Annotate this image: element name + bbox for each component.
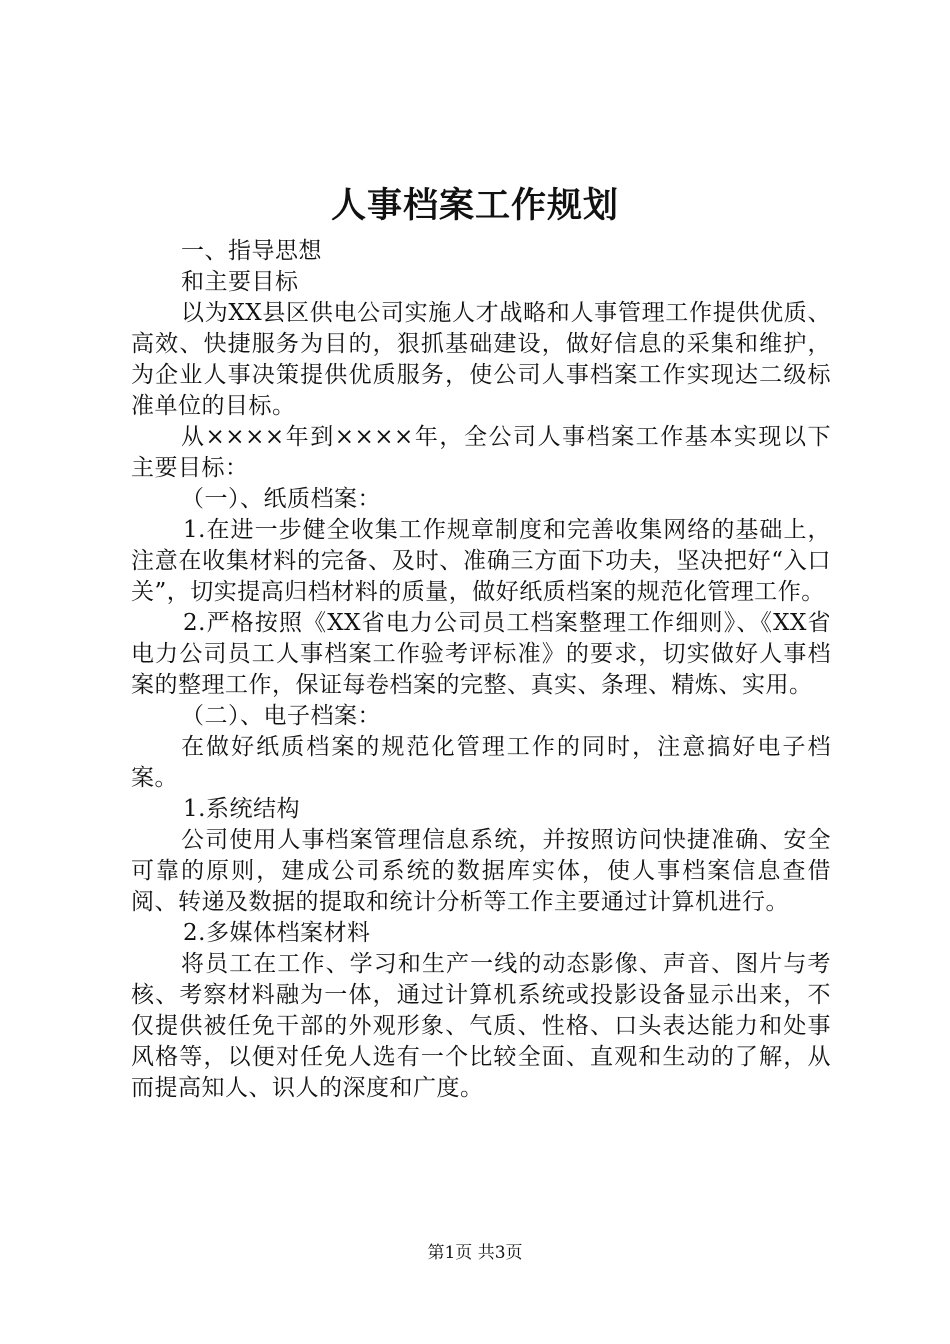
paragraph-electronic-intro: 在做好纸质档案的规范化管理工作的同时，注意搞好电子档案。 (131, 734, 831, 791)
paragraph-system-structure: 公司使用人事档案管理信息系统，并按照访问快捷准确、安全可靠的原则，建成公司系统的数据库实体，使人事档案信息查借阅、转递及数据的提取和统计分析等工作主要通过计算机进行。 (131, 827, 831, 915)
item-heading-multimedia: 2.多媒体档案材料 (183, 920, 371, 946)
paragraph-paper-item-1: 1.在进一步健全收集工作规章制度和完善收集网络的基础上，注意在收集材料的完备、及时、准确三方面下功夫，坚决把好“入口关”，切实提高归档材料的质量，做好纸质档案的规范化管理工作。 (131, 517, 831, 605)
page-number-footer: 第1页 共3页 (427, 1243, 523, 1263)
document-body (131, 236, 831, 1104)
item-heading-system-structure: 1.系统结构 (183, 796, 300, 822)
section-heading-guiding-thought: 一、指导思想 (181, 238, 322, 264)
subsection-heading-electronic-archives: （二）、电子档案： (181, 703, 381, 729)
paragraph-multimedia: 将员工在工作、学习和生产一线的动态影像、声音、图片与考核、考察材料融为一体，通过计算机系统或投影设备显示出来，不仅提供被任免干部的外观形象、气质、性格、口头表达能力和处事风格等，以便对任免人选有一个比较全面、直观和生动的了解，从而提高知人、识人的深度和广度。 (131, 951, 831, 1101)
subsection-heading-paper-archives: （一）、纸质档案： (181, 486, 381, 512)
paragraph-goals-intro: 从××××年到××××年，全公司人事档案工作基本实现以下主要目标： (131, 424, 831, 481)
document-title: 人事档案工作规划 (330, 185, 619, 226)
paragraph-paper-item-2: 2.严格按照《XX省电力公司员工档案整理工作细则》、《XX省电力公司员工人事档案工作验考评标准》的要求，切实做好人事档案的整理工作，保证每卷档案的完整、真实、条理、精炼、实用。 (131, 610, 831, 698)
paragraph-purpose: 以为XX县区供电公司实施人才战略和人事管理工作提供优质、高效、快捷服务为目的，狠抓基础建设，做好信息的采集和维护，为企业人事决策提供优质服务，使公司人事档案工作实现达二级标准单位的目标。 (131, 300, 831, 419)
section-heading-main-goals: 和主要目标 (181, 269, 299, 295)
